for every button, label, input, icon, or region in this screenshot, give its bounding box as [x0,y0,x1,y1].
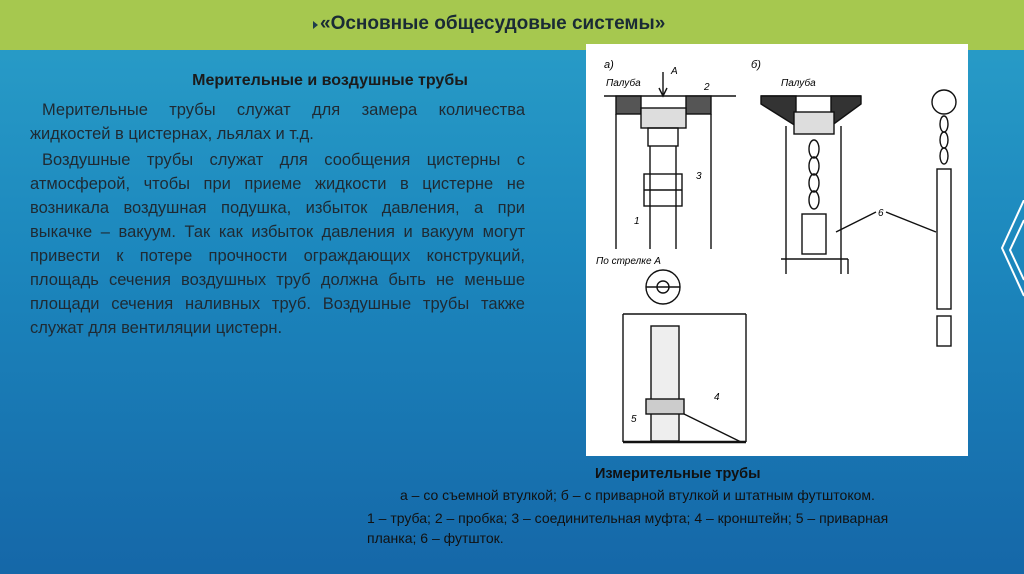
decorative-chevrons-icon [998,200,1024,320]
caption-title: Измерительные трубы [595,466,761,482]
num-4: 4 [714,392,720,403]
section-heading: Мерительные и воздушные трубы [192,72,468,89]
caption-line-2: 1 – труба; 2 – пробка; 3 – соединительная муфта; 4 – кронштейн; 5 – приварная [367,510,889,526]
caption-line-1: а – со съемной втулкой; б – с приварной втулкой и штатным футштоком. [400,487,875,503]
num-6: 6 [878,208,884,219]
bullet-triangle-icon [313,21,318,29]
num-3: 3 [696,171,702,182]
slide-title: «Основные общесудовые системы» [320,13,666,34]
label-a: а) [604,59,614,71]
title-bar [0,0,1024,50]
pipes-diagram-drawing [586,44,968,456]
pipes-diagram [586,44,968,456]
paragraph-air-pipes: Воздушные трубы служат для сообщения цистерны с атмосферой, чтобы при приеме жидкости в цистерне не возникала воздушная подушка, избыток давления, а при выкачке – вакуум. Так как избыток давления и вакуум могут привести к потере прочности ограждающих конструкций, площадь сечения воздушных труб должна быть не меньше площади сечения наливных труб. Воздушные трубы также служат для вентиляции цистерн. [30,151,525,337]
num-5: 5 [631,414,637,425]
deck-label-a: Палуба [606,78,641,89]
paragraph-measuring-pipes: Мерительные трубы служат для замера количества жидкостей в цистернах, льялах и т.д. [30,101,525,143]
deck-label-b: Палуба [781,78,816,89]
num-2: 2 [704,82,710,93]
caption-line-3: планка; 6 – футшток. [367,530,504,546]
num-1: 1 [634,216,640,227]
label-b: б) [751,59,761,71]
arrow-label: А [671,66,678,77]
view-label: По стрелке А [596,256,661,267]
